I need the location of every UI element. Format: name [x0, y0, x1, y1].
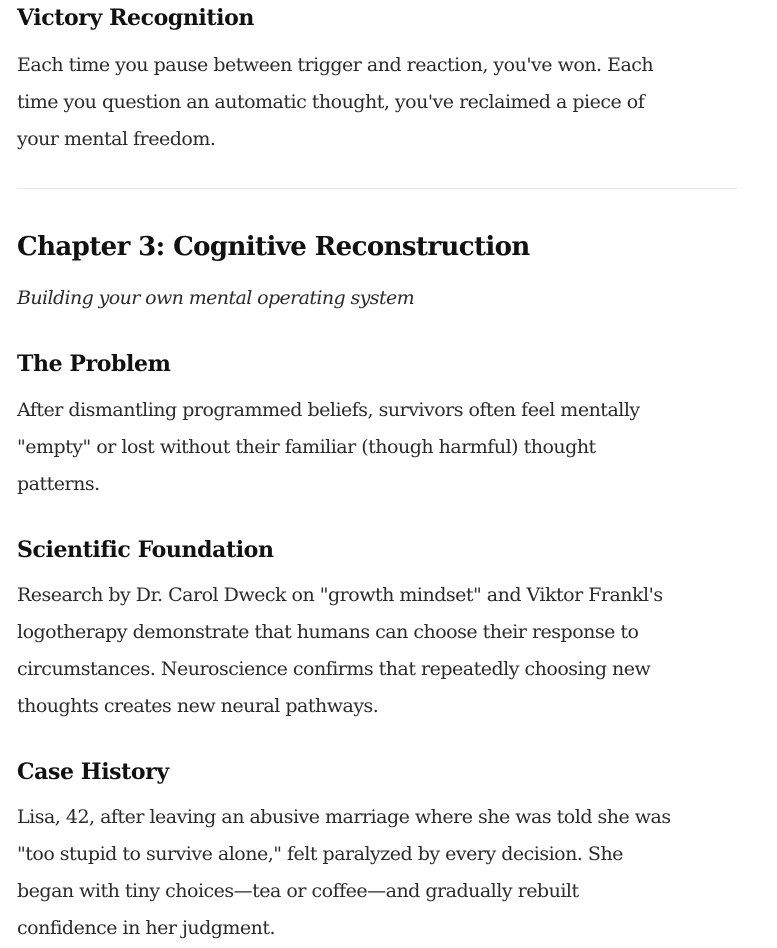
paragraph-line: circumstances. Neuroscience confirms that repeatedly choosing new	[17, 658, 651, 680]
section-heading-scientific-foundation: Scientific Foundation	[17, 537, 274, 563]
paragraph-line: your mental freedom.	[17, 128, 216, 150]
paragraph-line: began with tiny choices—tea or coffee—and gradually rebuilt	[17, 880, 579, 902]
victory-recognition-paragraph	[17, 47, 737, 158]
paragraph-line: After dismantling programmed beliefs, survivors often feel mentally	[17, 399, 640, 421]
paragraph-line: Lisa, 42, after leaving an abusive marriage where she was told she was	[17, 806, 671, 828]
paragraph-line: logotherapy demonstrate that humans can choose their response to	[17, 621, 639, 643]
chapter-title: Chapter 3: Cognitive Reconstruction	[17, 232, 530, 262]
the-problem-paragraph	[17, 392, 737, 503]
paragraph-line: "empty" or lost without their familiar (though harmful) thought	[17, 436, 596, 458]
paragraph-line: patterns.	[17, 473, 100, 495]
paragraph-line: time you question an automatic thought, you've reclaimed a piece of	[17, 91, 645, 113]
scientific-foundation-paragraph	[17, 577, 737, 725]
case-history-paragraph	[17, 799, 737, 947]
section-heading-the-problem: The Problem	[17, 351, 171, 377]
section-divider	[17, 188, 737, 189]
section-heading-victory-recognition: Victory Recognition	[17, 5, 254, 31]
paragraph-line: thoughts creates new neural pathways.	[17, 695, 379, 717]
section-heading-case-history: Case History	[17, 759, 169, 785]
chapter-subtitle: Building your own mental operating system	[17, 287, 415, 309]
paragraph-line: "too stupid to survive alone," felt paralyzed by every decision. She	[17, 843, 623, 865]
paragraph-line: confidence in her judgment.	[17, 917, 276, 939]
paragraph-line: Each time you pause between trigger and reaction, you've won. Each	[17, 54, 654, 76]
paragraph-line: Research by Dr. Carol Dweck on "growth mindset" and Viktor Frankl's	[17, 584, 663, 606]
